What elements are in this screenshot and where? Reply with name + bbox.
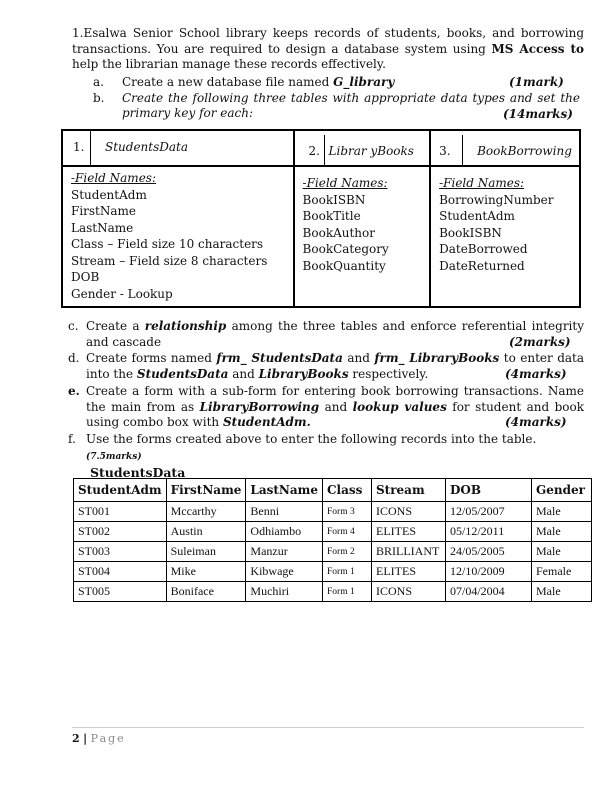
table-cell: Benni xyxy=(246,502,323,522)
item-d-form1: frm_ StudentsData xyxy=(216,351,343,365)
item-a-filename: G_library xyxy=(333,75,395,89)
table-cell: ST001 xyxy=(74,502,167,522)
students-table-title: StudentsData xyxy=(90,465,186,480)
table-cell: Male xyxy=(532,502,592,522)
table-cell: Male xyxy=(532,582,592,602)
table-cell: ST005 xyxy=(74,582,167,602)
field-name: FirstName xyxy=(71,204,137,218)
table-cell: Male xyxy=(532,542,592,562)
table-cell: ST004 xyxy=(74,562,167,582)
table-cell: Mccarthy xyxy=(166,502,246,522)
column-header: LastName xyxy=(246,479,323,502)
table-cell: Manzur xyxy=(246,542,323,562)
intro-text-end: help the librarian manage these records effectively. xyxy=(72,57,386,71)
field-name: BookCategory xyxy=(302,242,389,256)
field-name: LastName xyxy=(71,220,134,235)
table-row xyxy=(74,582,592,602)
field-name: StudentAdm xyxy=(71,187,147,202)
footer-separator: | xyxy=(83,732,88,745)
field-name: BookISBN xyxy=(302,192,366,207)
table-header-row xyxy=(74,479,592,502)
table-cell: ELITES xyxy=(372,522,446,542)
item-d-marks: (4marks) xyxy=(505,367,567,381)
field-name: DateReturned xyxy=(439,258,525,273)
table-cell: 24/05/2005 xyxy=(446,542,532,562)
item-e-marks: (4marks) xyxy=(505,415,567,429)
column-header: DOB xyxy=(446,479,532,502)
item-d-mid1: and xyxy=(342,351,375,365)
column-header: StudentAdm xyxy=(74,479,167,502)
table-cell: Muchiri xyxy=(246,582,323,602)
item-d-pre: Create forms named xyxy=(86,351,217,365)
table-cell: 05/12/2011 xyxy=(446,522,532,542)
item-f-marks: (7.5marks) xyxy=(86,451,142,462)
field-name: DOB xyxy=(71,270,100,284)
item-d-table1: StudentsData xyxy=(136,366,229,381)
table-row xyxy=(74,562,592,582)
item-d-table2: LibraryBooks xyxy=(258,366,349,381)
item-e-pre: Create a form with a sub-form for entering book borrowing transactions. Name the main from as xyxy=(86,384,584,414)
field-name: BookAuthor xyxy=(302,225,375,240)
field-name: BookISBN xyxy=(439,225,502,240)
table-2-header xyxy=(294,130,431,166)
item-e-studentadm: StudentAdm. xyxy=(222,415,311,429)
field-name: Stream – Field size 8 characters xyxy=(71,253,268,268)
column-header: Class xyxy=(323,479,372,502)
table-row xyxy=(74,502,592,522)
item-c-post: among the three tables and enforce referential integrity and cascade xyxy=(86,319,584,349)
item-e-lookup: lookup values xyxy=(352,399,447,414)
field-name: Gender - Lookup xyxy=(71,286,173,301)
item-a-text xyxy=(122,75,394,90)
ms-access-text: MS Access to xyxy=(491,41,585,56)
page-label: Page xyxy=(90,732,126,745)
column-header: FirstName xyxy=(166,479,246,502)
table-cell: ICONS xyxy=(372,502,446,522)
table-cell: Form 4 xyxy=(323,522,372,542)
table-1-header xyxy=(62,130,294,166)
table-cell: 12/10/2009 xyxy=(446,562,532,582)
table-row xyxy=(74,542,592,562)
table-2-name: Librar yBooks xyxy=(328,144,414,158)
table-2-number: 2. xyxy=(295,135,325,165)
page-number: 2 xyxy=(72,732,80,745)
table-row xyxy=(74,522,592,542)
item-b-letter: b. xyxy=(93,91,105,105)
item-d-form2: frm_ LibraryBooks xyxy=(374,351,500,365)
field-name: BookTitle xyxy=(302,209,361,223)
field-name: DateBorrowed xyxy=(439,242,528,256)
field-name: Class – Field size 10 characters xyxy=(71,237,264,251)
table-cell: ICONS xyxy=(372,582,446,602)
item-e-form: LibraryBorrowing xyxy=(199,399,320,414)
table-cell: Form 1 xyxy=(323,582,372,602)
field-name: BorrowingNumber xyxy=(439,192,554,207)
table-cell: 12/05/2007 xyxy=(446,502,532,522)
table-cell: Kibwage xyxy=(246,562,323,582)
item-c-bold: relationship xyxy=(144,319,227,333)
table-2-fields xyxy=(294,166,431,307)
footer-divider xyxy=(72,727,584,728)
item-f-body: Use the forms created above to enter the following records into the table. xyxy=(86,432,537,446)
table-cell: Form 3 xyxy=(323,502,372,522)
table-cell: ST002 xyxy=(74,522,167,542)
item-a-marks: (1mark) xyxy=(509,75,564,89)
item-b-text: Create the following three tables with appropriate data types and set the primary key for each: xyxy=(122,91,580,120)
tables-layout xyxy=(61,129,581,308)
table-cell: Mike xyxy=(166,562,246,582)
table-3-fields xyxy=(430,166,580,307)
table-1-number: 1. xyxy=(63,131,91,165)
students-table xyxy=(73,478,592,602)
item-d-mid3: and xyxy=(228,366,259,381)
column-header: Gender xyxy=(532,479,592,502)
table-cell: Boniface xyxy=(166,582,246,602)
table-cell: Odhiambo xyxy=(246,522,323,542)
fields-heading: -Field Names: xyxy=(302,176,388,190)
column-header: Stream xyxy=(372,479,446,502)
page-footer xyxy=(72,732,126,745)
table-cell: Female xyxy=(532,562,592,582)
item-c-pre: Create a xyxy=(86,319,145,333)
table-3-number: 3. xyxy=(431,135,463,165)
table-cell: Austin xyxy=(166,522,246,542)
item-f-text xyxy=(86,432,584,465)
table-cell: ST003 xyxy=(74,542,167,562)
item-c-marks: (2marks) xyxy=(509,335,571,349)
item-e-letter: e. xyxy=(68,384,80,398)
table-3-header xyxy=(430,130,580,166)
table-cell: 07/04/2004 xyxy=(446,582,532,602)
table-cell: ELITES xyxy=(372,562,446,582)
item-e-mid2: for student and book using combo box with xyxy=(86,399,584,429)
table-3-name: BookBorrowing xyxy=(477,144,572,158)
item-b-marks: (14marks) xyxy=(503,107,573,121)
item-d-mid2: to enter data into the xyxy=(86,351,585,381)
table-cell: Form 2 xyxy=(323,542,372,562)
table-cell: Suleiman xyxy=(166,542,246,562)
fields-heading: -Field Names: xyxy=(439,176,525,190)
item-d-post: respectively. xyxy=(348,366,429,381)
table-cell: Form 1 xyxy=(323,562,372,582)
field-name: BookQuantity xyxy=(302,258,386,273)
intro-text: 1.Esalwa Senior School library keeps records of students, books, and borrowing transactions. You are required to design a database system using xyxy=(72,26,584,56)
table-cell: BRILLIANT xyxy=(372,542,446,562)
item-a-pre: Create a new database file named xyxy=(122,75,334,89)
fields-heading: -Field Names: xyxy=(71,171,156,185)
table-1-fields xyxy=(62,166,294,307)
item-f-letter: f. xyxy=(68,432,76,446)
item-a-letter: a. xyxy=(93,75,104,89)
question-intro xyxy=(72,26,584,73)
item-d-letter: d. xyxy=(68,351,80,365)
item-c-letter: c. xyxy=(68,319,79,333)
table-1-name: StudentsData xyxy=(105,140,189,154)
field-name: StudentAdm xyxy=(439,209,515,223)
table-cell: Male xyxy=(532,522,592,542)
item-e-mid1: and xyxy=(319,399,353,414)
